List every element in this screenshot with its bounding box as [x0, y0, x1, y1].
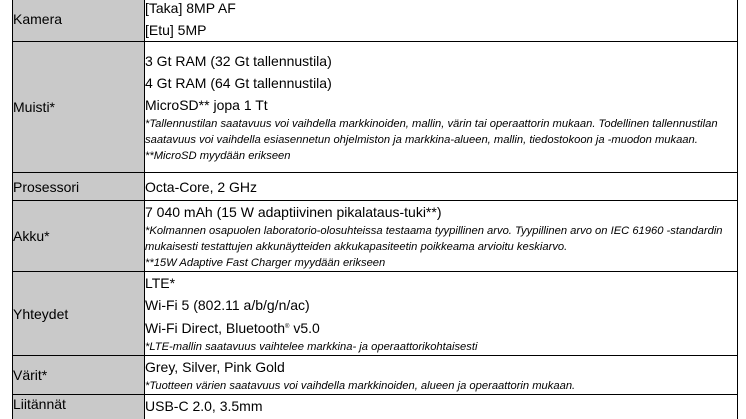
spec-value [145, 272, 738, 356]
spec-line: [Etu] 5MP [145, 22, 207, 38]
registered-mark: ® [285, 324, 290, 330]
spec-value [145, 356, 738, 395]
spec-value [145, 0, 738, 42]
spec-line: 7 040 mAh (15 W adaptiivinen pikalataus-tuki**) [145, 204, 442, 220]
bluetooth-version: v5.0 [289, 320, 320, 336]
spec-line: Octa-Core, 2 GHz [145, 178, 258, 195]
spec-line-bluetooth [145, 316, 737, 339]
spec-row-kamera [13, 0, 738, 42]
spec-row-muisti [13, 42, 738, 173]
spec-line: Wi-Fi 5 (802.11 a/b/g/n/ac) [145, 297, 310, 313]
spec-label: Värit* [13, 356, 145, 395]
bluetooth-text: Wi-Fi Direct, Bluetooth [145, 320, 286, 336]
spec-label: Liitännät [13, 395, 145, 419]
spec-line: MicroSD** jopa 1 Tt [145, 97, 268, 113]
spec-row-varit [13, 356, 738, 395]
spec-row-liitannat [13, 395, 738, 419]
spec-footnote: **MicroSD myydään erikseen [145, 150, 291, 162]
spec-line: 3 Gt RAM (32 Gt tallennustila) [145, 53, 332, 69]
spec-label: Akku* [13, 201, 145, 272]
spec-line: [Taka] 8MP AF [145, 0, 236, 16]
spec-row-prosessori [13, 173, 738, 201]
spec-footnote: *Tuotteen värien saatavuus voi vaihdella markkinoiden, alueen ja operaattorin mukaan. [145, 380, 576, 392]
spec-label: Yhteydet [13, 272, 145, 356]
spec-footnote: *LTE-mallin saatavuus vaihtelee markkina- ja operaattorikohtaisesti [145, 341, 478, 353]
spec-label: Muisti* [13, 42, 145, 173]
spec-row-akku [13, 201, 738, 272]
spec-value [145, 395, 738, 419]
spec-table [12, 0, 738, 419]
spec-footnote: *Tallennustilan saatavuus voi vaihdella markkinoiden, mallin, värin tai operaattorin mukaan. Todellinen tallennustilan saatavuus voi vaihdella esiasennetun ohjelmiston ja markkina-alueen, mallin, tiedostokoon ja -muodon mukaan. [145, 118, 718, 146]
spec-value [145, 42, 738, 173]
spec-line: Grey, Silver, Pink Gold [145, 359, 285, 375]
spec-line: LTE* [145, 275, 176, 291]
spec-row-yhteydet [13, 272, 738, 356]
spec-label: Kamera [13, 0, 145, 42]
spec-footnote: *Kolmannen osapuolen laboratorio-olosuhteissa testaama tyypillinen arvo. Tyypillinen arvo on IEC 61960 -standardin mukaisesti testattujen akkunäytteiden akkukapasiteetin poikkeama arvioitu keskiarvo. [145, 225, 723, 253]
spec-footnote: **15W Adaptive Fast Charger myydään erikseen [145, 257, 386, 269]
spec-label: Prosessori [13, 173, 145, 201]
spec-line: USB-C 2.0, 3.5mm [145, 398, 263, 414]
spec-value [145, 201, 738, 272]
spec-value [145, 173, 738, 201]
spec-line: 4 Gt RAM (64 Gt tallennustila) [145, 75, 332, 91]
